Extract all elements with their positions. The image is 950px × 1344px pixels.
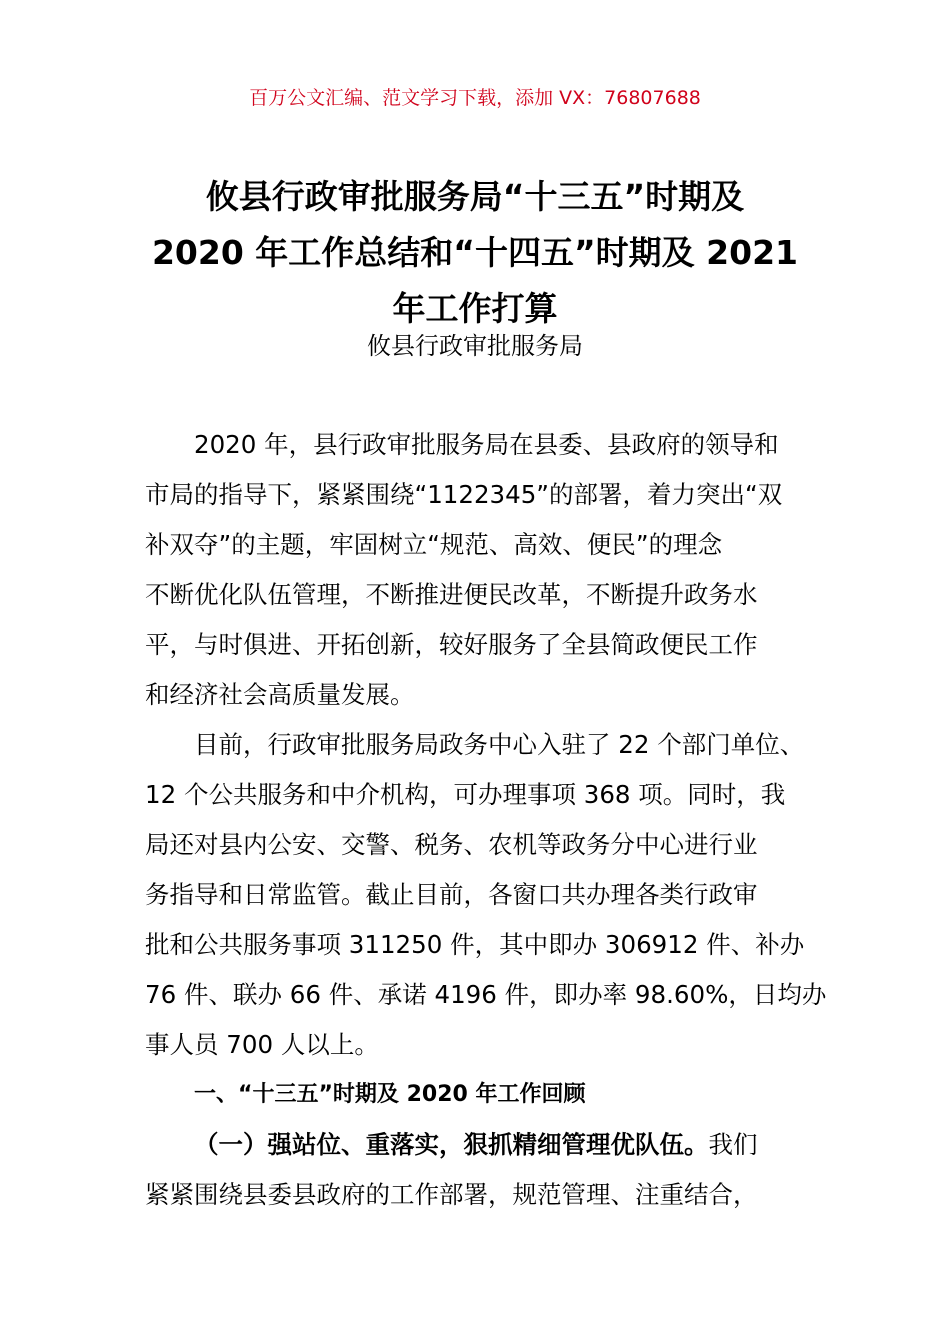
subsection-heading: （一）强站位、重落实，狠抓精细管理优队伍。 bbox=[194, 1130, 709, 1159]
subsection-first-line bbox=[145, 1120, 810, 1170]
title-line-2: 2020 年工作总结和“十四五”时期及 2021 bbox=[151, 233, 799, 272]
text-line: 务指导和日常监管。截止目前，各窗口共办理各类行政审 bbox=[145, 880, 758, 909]
text-line: 补双夺”的主题，牢固树立“规范、高效、便民”的理念 bbox=[145, 530, 723, 559]
text-line: 目前，行政审批服务局政务中心入驻了 22 个部门单位、 bbox=[194, 730, 805, 759]
text-line: 不断优化队伍管理，不断推进便民改革，不断提升政务水 bbox=[145, 580, 758, 609]
paragraph-intro bbox=[145, 420, 810, 720]
section-heading: 一、“十三五”时期及 2020 年工作回顾 bbox=[194, 1082, 586, 1107]
text-line: 紧紧围绕县委县政府的工作部署，规范管理、注重结合， bbox=[145, 1180, 758, 1209]
text-line: 平，与时俱进、开拓创新，较好服务了全县简政便民工作 bbox=[145, 630, 758, 659]
paragraph-subsection-1 bbox=[145, 1120, 810, 1220]
text-line: 局还对县内公安、交警、税务、农机等政务分中心进行业 bbox=[145, 830, 758, 859]
document-title bbox=[120, 169, 830, 337]
watermark-banner bbox=[0, 84, 950, 112]
text-line: 12 个公共服务和中介机构，可办理事项 368 项。同时，我 bbox=[145, 780, 786, 809]
text-line: 事人员 700 人以上。 bbox=[145, 1030, 379, 1059]
document-body bbox=[145, 420, 827, 1220]
text-line: 2020 年，县行政审批服务局在县委、县政府的领导和 bbox=[194, 430, 779, 459]
subsection-text: 我们 bbox=[708, 1130, 758, 1159]
title-line-3: 年工作打算 bbox=[392, 289, 558, 328]
title-line-1: 攸县行政审批服务局“十三五”时期及 bbox=[205, 177, 745, 216]
text-line: 市局的指导下，紧紧围绕“1122345”的部署，着力突出“双 bbox=[145, 480, 783, 509]
document-author: 攸县行政审批服务局 bbox=[367, 332, 583, 360]
text-line: 和经济社会高质量发展。 bbox=[145, 680, 415, 709]
banner-text: 百万公文汇编、范文学习下载，添加 VX：76807688 bbox=[249, 87, 701, 109]
paragraph-current-status bbox=[145, 720, 827, 1070]
text-line: 批和公共服务事项 311250 件，其中即办 306912 件、补办 bbox=[145, 930, 805, 959]
text-line: 76 件、联办 66 件、承诺 4196 件，即办率 98.60%，日均办 bbox=[145, 980, 827, 1009]
